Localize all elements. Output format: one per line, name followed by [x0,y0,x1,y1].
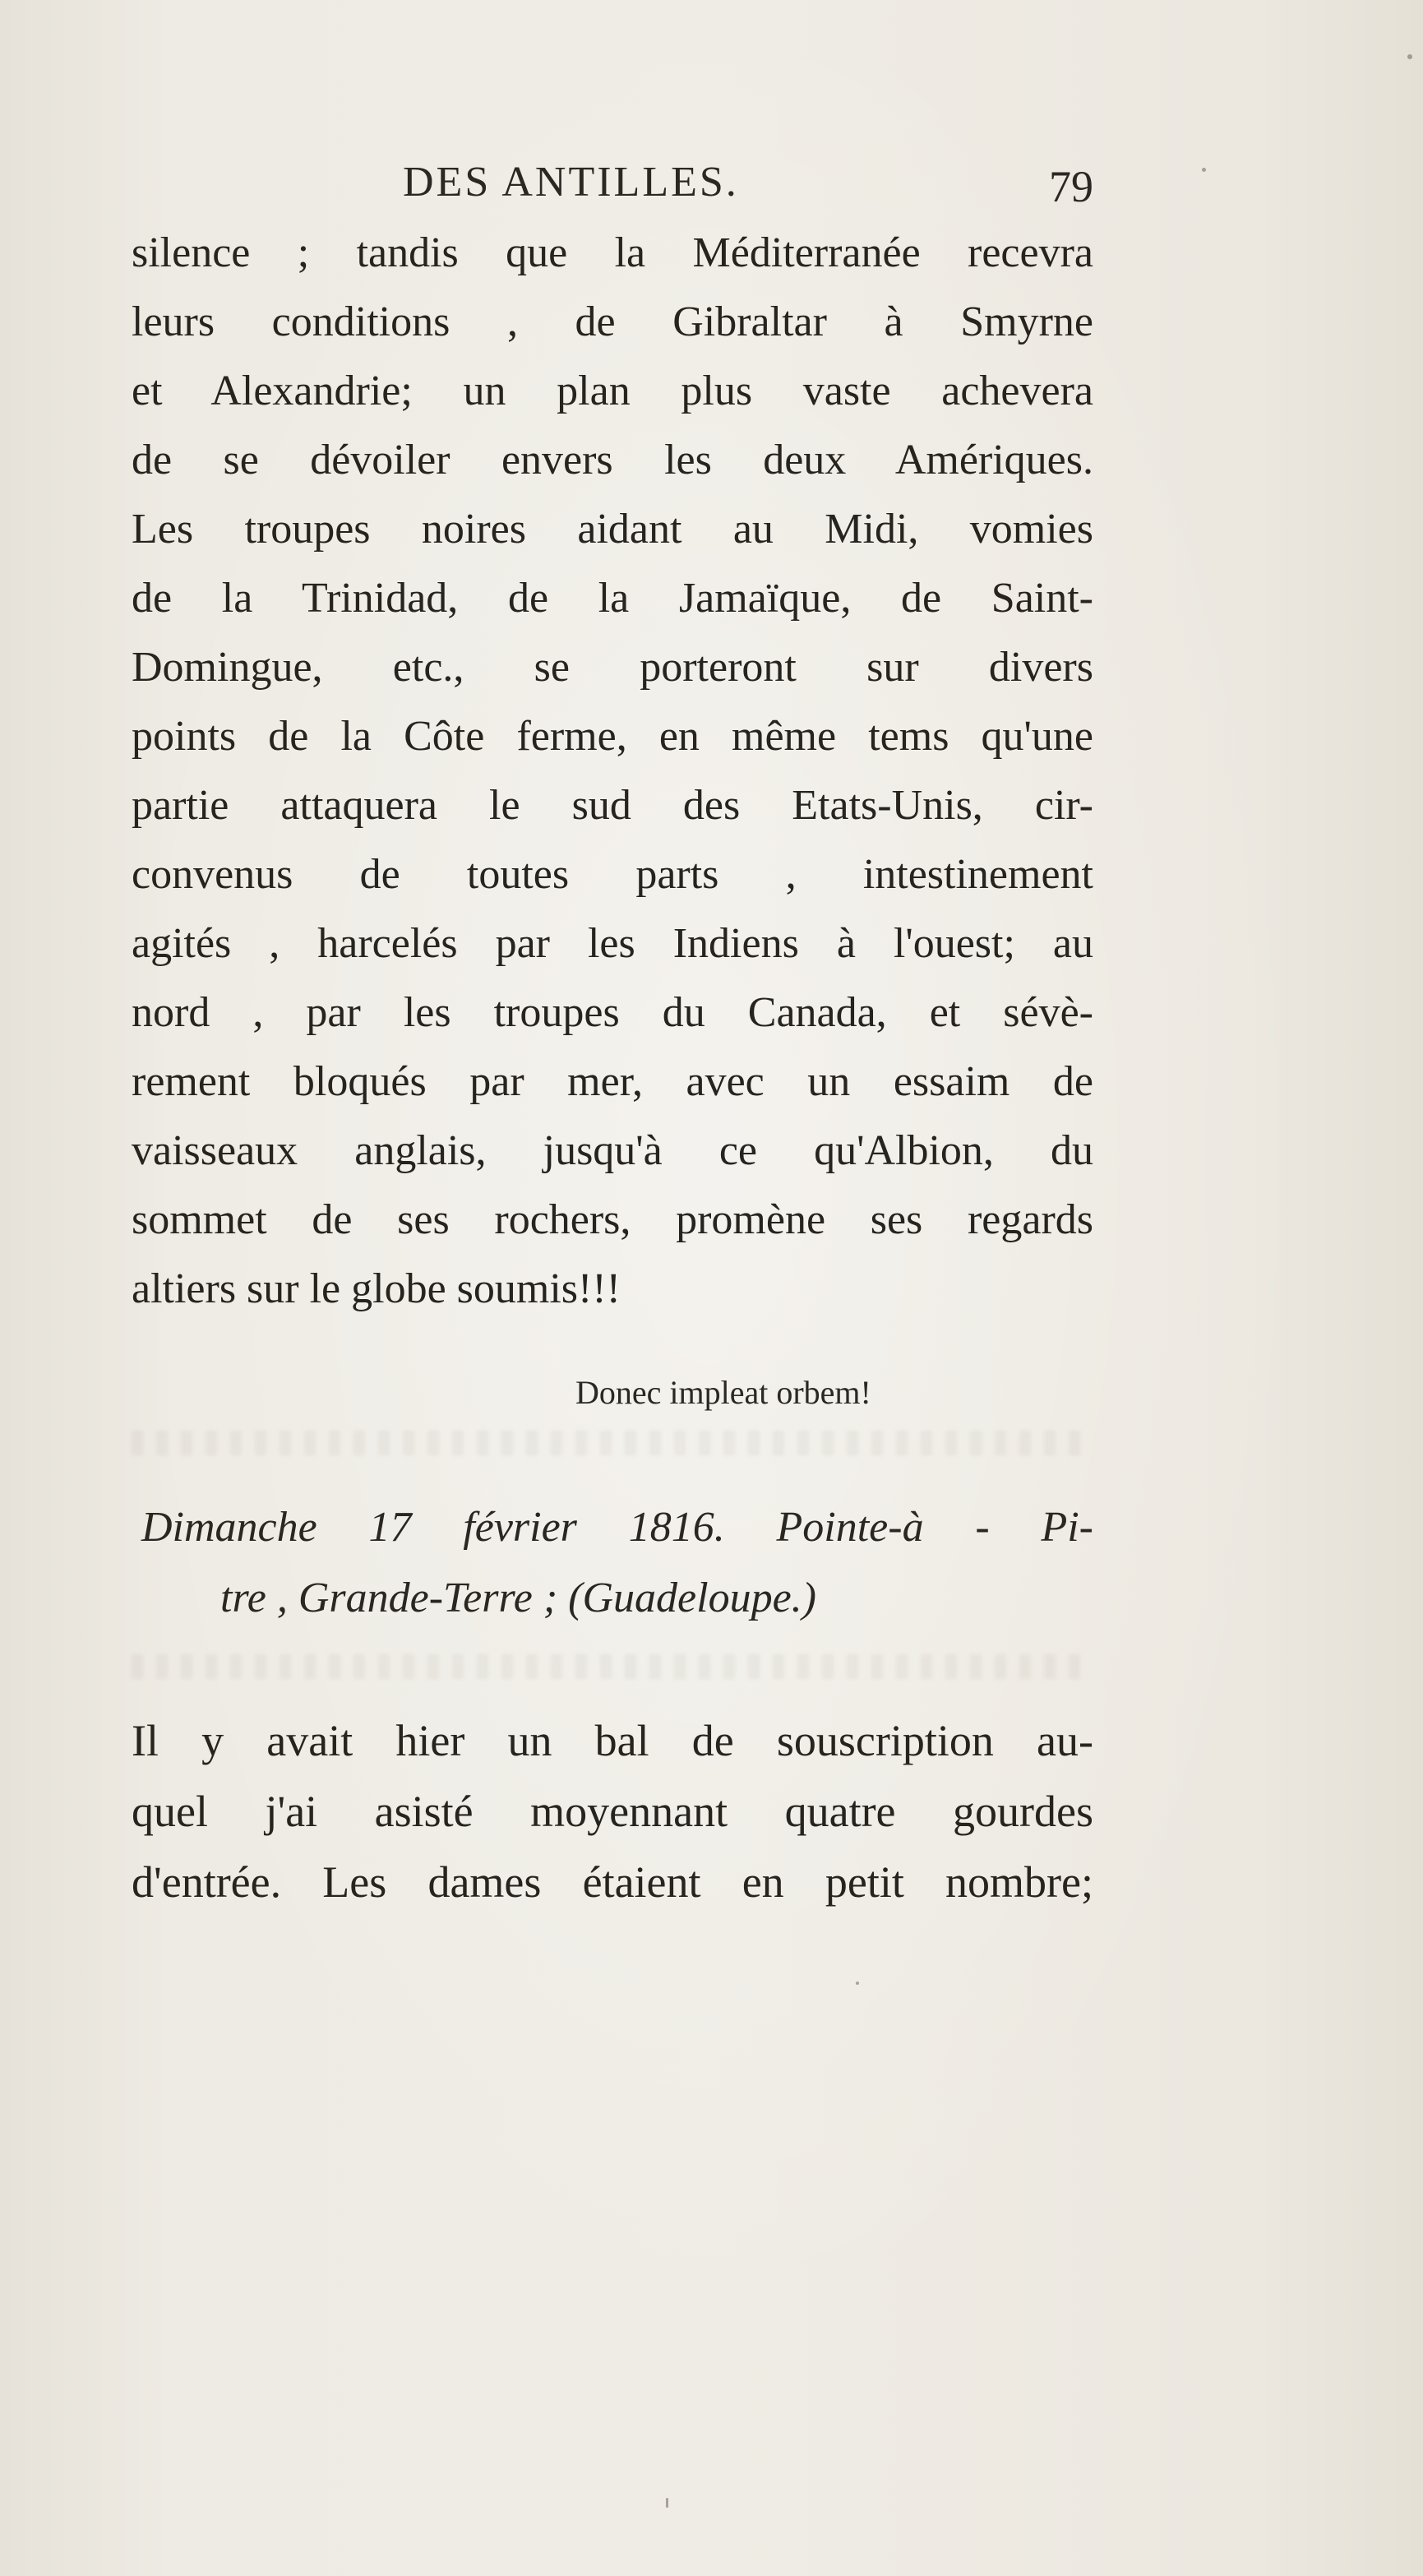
paper-speck [666,2498,668,2508]
page-number: 79 [1049,162,1093,211]
body-line: partie attaquera le sud des Etats-Unis, cir- [132,782,1093,829]
entry-line: quel j'ai asisté moyennant quatre gourdes [132,1787,1093,1836]
body-line: de se dévoiler envers les deux Amériques. [132,437,1093,483]
body-line: points de la Côte ferme, en même tems qu'une [132,713,1093,760]
body-line-last: altiers sur le globe soumis!!! [132,1265,621,1312]
show-through-ink [132,1431,1093,1455]
body-line: silence ; tandis que la Méditerranée recevra [132,229,1093,276]
entry-heading-line: Dimanche 17 février 1816. Pointe-à - Pi- [141,1504,1093,1551]
paper-speck [856,1982,859,1985]
entry-heading-line: tre , Grande-Terre ; (Guadeloupe.) [220,1575,816,1621]
body-line: Domingue, etc., se porteront sur divers [132,644,1093,691]
entry-line: d'entrée. Les dames étaient en petit nombre; [132,1857,1093,1907]
body-line: de la Trinidad, de la Jamaïque, de Saint- [132,575,1093,622]
running-head [132,158,1093,210]
body-line: Les troupes noires aidant au Midi, vomies [132,506,1093,553]
body-line: sommet de ses rochers, promène ses regards [132,1196,1093,1243]
body-line: convenus de toutes parts , intestinement [132,851,1093,898]
show-through-ink [132,1654,1093,1679]
entry-line: Il y avait hier un bal de souscription au- [132,1716,1093,1765]
body-line: agités , harcelés par les Indiens à l'ouest; au [132,920,1093,967]
running-title: DES ANTILLES. [403,159,739,206]
body-line: leurs conditions , de Gibraltar à Smyrne [132,298,1093,345]
body-line: rement bloqués par mer, avec un essaim de [132,1058,1093,1105]
body-line: vaisseaux anglais, jusqu'à ce qu'Albion, du [132,1127,1093,1174]
latin-motto: Donec impleat orbem! [575,1374,871,1411]
paper-speck [1202,168,1206,172]
paper-speck [1407,54,1412,59]
body-line: et Alexandrie; un plan plus vaste achevera [132,368,1093,414]
body-line: nord , par les troupes du Canada, et sévè- [132,989,1093,1036]
